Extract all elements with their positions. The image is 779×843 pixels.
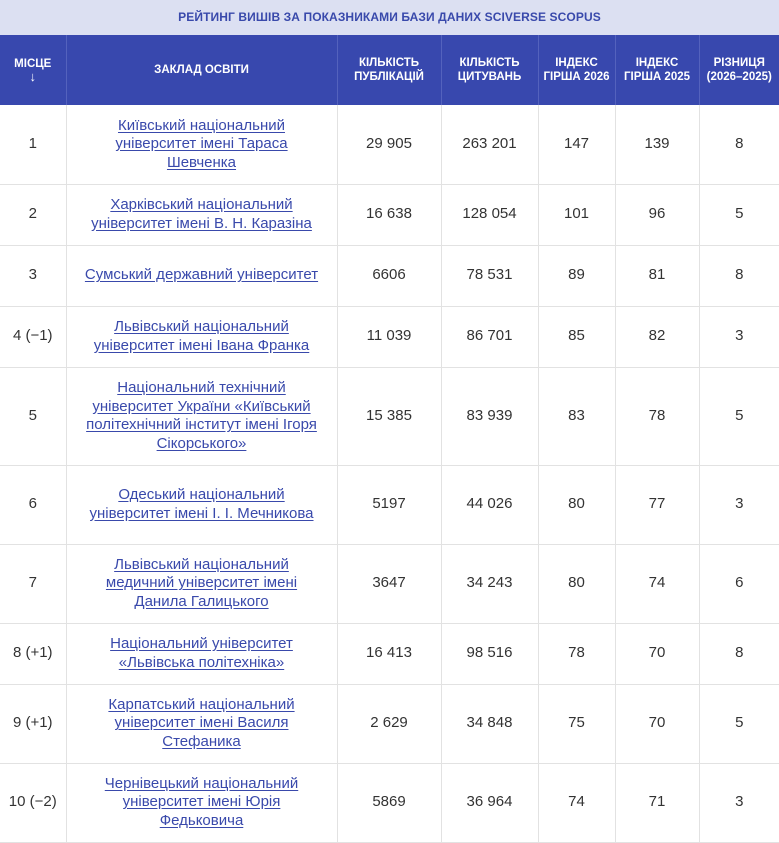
cell-institution	[66, 105, 337, 184]
cell-hindex-2025: 81	[615, 245, 699, 306]
cell-place: 7	[0, 544, 66, 623]
cell-difference: 5	[699, 184, 779, 245]
table-row	[0, 623, 779, 684]
column-header-place[interactable]	[0, 35, 66, 105]
cell-institution	[66, 763, 337, 842]
cell-publications: 5869	[337, 763, 441, 842]
cell-institution	[66, 245, 337, 306]
table-row	[0, 306, 779, 367]
table-header-row	[0, 35, 779, 105]
table-row	[0, 105, 779, 184]
cell-citations: 263 201	[441, 105, 538, 184]
cell-place: 8 (+1)	[0, 623, 66, 684]
cell-publications: 29 905	[337, 105, 441, 184]
cell-place: 2	[0, 184, 66, 245]
cell-place: 6	[0, 465, 66, 544]
table-row	[0, 544, 779, 623]
cell-hindex-2025: 70	[615, 684, 699, 763]
cell-place: 5	[0, 367, 66, 465]
cell-institution	[66, 465, 337, 544]
cell-difference: 8	[699, 623, 779, 684]
cell-difference: 8	[699, 245, 779, 306]
cell-hindex-2025: 78	[615, 367, 699, 465]
cell-difference: 6	[699, 544, 779, 623]
table-row	[0, 245, 779, 306]
cell-hindex-2026: 83	[538, 367, 615, 465]
institution-link[interactable]: Сумський державний університет	[84, 266, 319, 284]
cell-hindex-2025: 70	[615, 623, 699, 684]
cell-hindex-2025: 82	[615, 306, 699, 367]
cell-hindex-2026: 80	[538, 465, 615, 544]
institution-link[interactable]: Одеський національний університет імені І. І. Мечникова	[89, 486, 314, 522]
cell-hindex-2026: 147	[538, 105, 615, 184]
sort-arrow-icon[interactable]: ↓	[29, 69, 36, 84]
institution-link[interactable]: Чернівецький національний університет імені Юрія Федьковича	[104, 774, 299, 829]
cell-publications: 5197	[337, 465, 441, 544]
cell-publications: 6606	[337, 245, 441, 306]
cell-publications: 11 039	[337, 306, 441, 367]
cell-hindex-2025: 74	[615, 544, 699, 623]
cell-difference: 8	[699, 105, 779, 184]
cell-citations: 98 516	[441, 623, 538, 684]
cell-citations: 128 054	[441, 184, 538, 245]
cell-citations: 34 848	[441, 684, 538, 763]
cell-institution	[66, 623, 337, 684]
table-row	[0, 184, 779, 245]
cell-publications: 3647	[337, 544, 441, 623]
cell-difference: 3	[699, 763, 779, 842]
table-caption: РЕЙТИНГ ВИШІВ ЗА ПОКАЗНИКАМИ БАЗИ ДАНИХ SCIVERSE SCOPUS	[0, 0, 779, 35]
cell-hindex-2026: 80	[538, 544, 615, 623]
column-header-difference[interactable]: РІЗНИЦЯ (2026–2025)	[699, 35, 779, 105]
institution-link[interactable]: Харківський національний університет імені В. Н. Каразіна	[91, 196, 312, 232]
ranking-table	[0, 35, 779, 843]
cell-hindex-2025: 71	[615, 763, 699, 842]
cell-hindex-2026: 85	[538, 306, 615, 367]
column-header-place-label: МІСЦЕ	[14, 58, 52, 70]
institution-link[interactable]: Львівський національний медичний університет імені Данила Галицького	[105, 555, 298, 610]
column-header-institution[interactable]: ЗАКЛАД ОСВІТИ	[66, 35, 337, 105]
cell-place: 1	[0, 105, 66, 184]
table-row	[0, 367, 779, 465]
table-row	[0, 465, 779, 544]
cell-citations: 83 939	[441, 367, 538, 465]
cell-difference: 3	[699, 306, 779, 367]
cell-place: 3	[0, 245, 66, 306]
cell-citations: 36 964	[441, 763, 538, 842]
cell-difference: 5	[699, 684, 779, 763]
table-row	[0, 684, 779, 763]
cell-hindex-2025: 96	[615, 184, 699, 245]
institution-link[interactable]: Київський національний університет імені Тараса Шевченка	[115, 116, 288, 171]
column-header-hindex-2026[interactable]: ІНДЕКС ГІРША 2026	[538, 35, 615, 105]
cell-publications: 16 638	[337, 184, 441, 245]
cell-difference: 5	[699, 367, 779, 465]
cell-citations: 44 026	[441, 465, 538, 544]
cell-institution	[66, 684, 337, 763]
cell-hindex-2026: 74	[538, 763, 615, 842]
cell-hindex-2025: 139	[615, 105, 699, 184]
column-header-publications[interactable]: КІЛЬКІСТЬ ПУБЛІКАЦІЙ	[337, 35, 441, 105]
cell-institution	[66, 544, 337, 623]
cell-institution	[66, 184, 337, 245]
cell-place: 9 (+1)	[0, 684, 66, 763]
cell-publications: 15 385	[337, 367, 441, 465]
cell-place: 10 (−2)	[0, 763, 66, 842]
institution-link[interactable]: Національний технічний університет України «Київський політехнічний інститут імені Ігоря Сікорського»	[86, 379, 317, 452]
cell-hindex-2026: 89	[538, 245, 615, 306]
cell-citations: 86 701	[441, 306, 538, 367]
cell-citations: 78 531	[441, 245, 538, 306]
institution-link[interactable]: Карпатський національний університет імені Василя Стефаника	[108, 695, 295, 750]
cell-hindex-2026: 101	[538, 184, 615, 245]
column-header-citations[interactable]: КІЛЬКІСТЬ ЦИТУВАНЬ	[441, 35, 538, 105]
cell-hindex-2026: 75	[538, 684, 615, 763]
cell-publications: 2 629	[337, 684, 441, 763]
cell-place: 4 (−1)	[0, 306, 66, 367]
cell-hindex-2026: 78	[538, 623, 615, 684]
cell-institution	[66, 367, 337, 465]
cell-difference: 3	[699, 465, 779, 544]
column-header-hindex-2025[interactable]: ІНДЕКС ГІРША 2025	[615, 35, 699, 105]
institution-link[interactable]: Львівський національний університет імені Івана Франка	[93, 318, 310, 354]
institution-link[interactable]: Національний університет «Львівська політехніка»	[110, 635, 293, 671]
cell-hindex-2025: 77	[615, 465, 699, 544]
table-row	[0, 763, 779, 842]
cell-publications: 16 413	[337, 623, 441, 684]
cell-citations: 34 243	[441, 544, 538, 623]
cell-institution	[66, 306, 337, 367]
